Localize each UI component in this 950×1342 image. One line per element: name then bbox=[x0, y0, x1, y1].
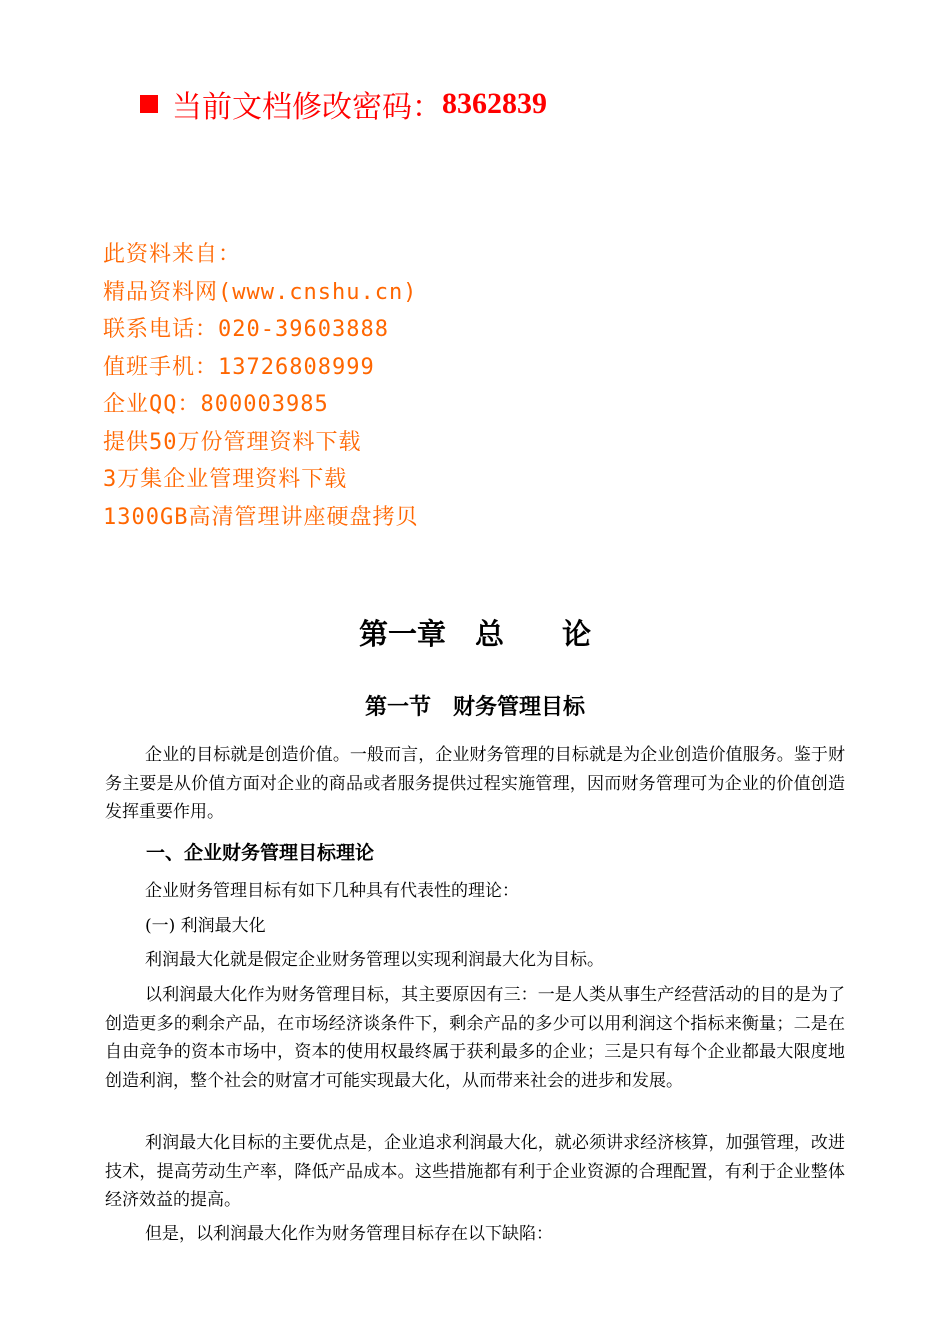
red-square-bullet-icon bbox=[140, 95, 158, 113]
source-line: 1300GB高清管理讲座硬盘拷贝 bbox=[103, 504, 419, 530]
intro-paragraph: 企业的目标就是创造价值。一般而言，企业财务管理的目标就是为企业创造价值服务。鉴于财务主要是从价值方面对企业的商品或者服务提供过程实施管理，因而财务管理可为企业的价值创造发挥重要作用。 bbox=[105, 745, 845, 822]
source-line: 企业QQ：800003985 bbox=[103, 392, 329, 417]
defects-intro-text: 但是，以利润最大化作为财务管理目标存在以下缺陷： bbox=[145, 1224, 553, 1244]
advantages-paragraph: 利润最大化目标的主要优点是，企业追求利润最大化，就必须讲求经济核算，加强管理，改进技术，提高劳动生产率，降低产品成本。这些措施都有利于企业资源的合理配置，有利于企业整体经济效益的提高。 bbox=[105, 1133, 845, 1210]
chapter-title: 第一章 总 论 bbox=[358, 617, 591, 651]
source-line: 值班手机：13726808999 bbox=[103, 354, 375, 380]
password-code: 8362839 bbox=[442, 87, 547, 120]
source-line: 3万集企业管理资料下载 bbox=[103, 467, 348, 492]
subheading-theory: 一、企业财务管理目标理论 bbox=[146, 842, 375, 864]
reasons-paragraph: 以利润最大化作为财务管理目标，其主要原因有三：一是人类从事生产经营活动的目的是为了创造更多的剩余产品，在市场经济谈条件下，剩余产品的多少可以用利润这个指标来衡量；二是在自由竞争的资本市场中，资本的使用权最终属于获利最多的企业；三是只有每个企业都最大限度地创造利润，整个社会的财富才可能实现最大化，从而带来社会的进步和发展。 bbox=[105, 985, 845, 1091]
section-title: 第一节 财务管理目标 bbox=[364, 695, 585, 720]
source-line: 此资料来自： bbox=[103, 242, 242, 267]
source-info-block bbox=[103, 236, 418, 536]
theory-intro-text: 企业财务管理目标有如下几种具有代表性的理论： bbox=[145, 881, 519, 901]
subsection-profit-max: (一) 利润最大化 bbox=[145, 916, 266, 936]
source-line: 精品资料网(www.cnshu.cn) bbox=[103, 279, 418, 305]
password-banner bbox=[140, 84, 547, 124]
source-line: 提供50万份管理资料下载 bbox=[103, 429, 362, 455]
source-line: 联系电话：020-39603888 bbox=[103, 317, 389, 342]
definition-text: 利润最大化就是假定企业财务管理以实现利润最大化为目标。 bbox=[145, 950, 604, 970]
password-label: 当前文档修改密码： bbox=[172, 90, 442, 125]
